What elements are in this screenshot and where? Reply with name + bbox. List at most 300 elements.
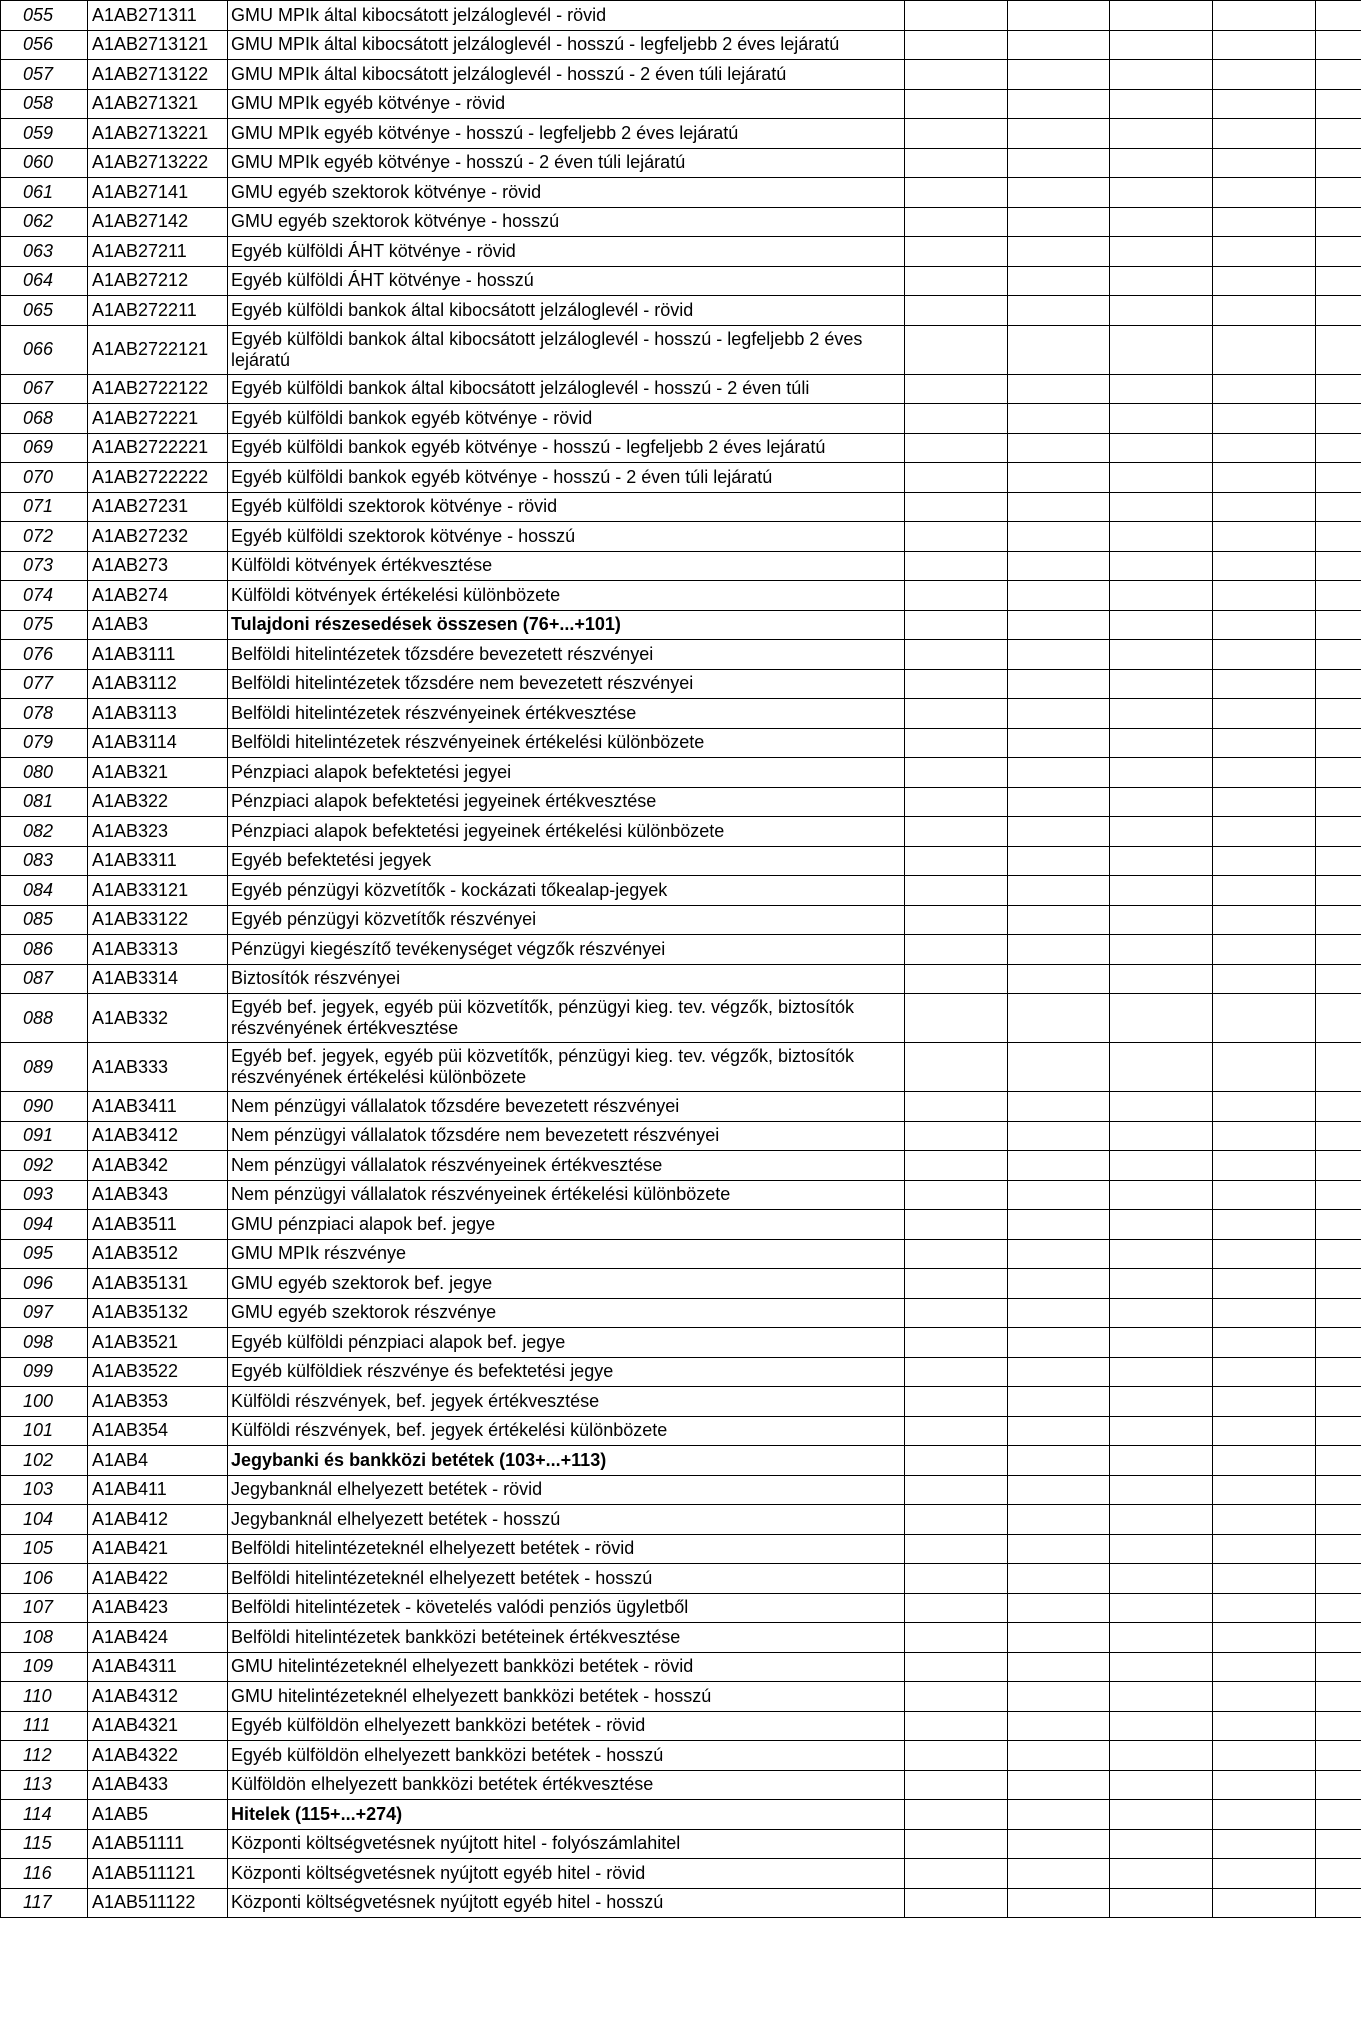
row-number-cell: 109 <box>1 1652 88 1682</box>
value-cell-5 <box>1316 522 1361 552</box>
value-cell-2 <box>1008 1387 1110 1417</box>
value-cell-5 <box>1316 30 1361 60</box>
value-cell-5 <box>1316 1239 1361 1269</box>
value-cell-2 <box>1008 1593 1110 1623</box>
value-cell-1 <box>905 1623 1008 1653</box>
row-code-cell: A1AB27142 <box>88 207 228 237</box>
row-description-cell: Biztosítók részvényei <box>228 964 905 994</box>
row-number-cell: 055 <box>1 1 88 31</box>
row-description-cell: Központi költségvetésnek nyújtott egyéb hitel - hosszú <box>228 1888 905 1918</box>
row-code-cell: A1AB322 <box>88 787 228 817</box>
value-cell-2 <box>1008 1888 1110 1918</box>
table-row <box>1 758 1361 788</box>
value-cell-1 <box>905 640 1008 670</box>
value-cell-1 <box>905 1505 1008 1535</box>
table-row <box>1 207 1361 237</box>
value-cell-4 <box>1213 1829 1316 1859</box>
value-cell-3 <box>1110 1446 1213 1476</box>
value-cell-1 <box>905 1593 1008 1623</box>
table-row <box>1 1711 1361 1741</box>
row-description-cell: Nem pénzügyi vállalatok részvényeinek értékvesztése <box>228 1151 905 1181</box>
row-number-cell: 059 <box>1 119 88 149</box>
value-cell-5 <box>1316 60 1361 90</box>
table-row <box>1 30 1361 60</box>
table-row <box>1 876 1361 906</box>
value-cell-1 <box>905 463 1008 493</box>
value-cell-5 <box>1316 1534 1361 1564</box>
table-row <box>1 1741 1361 1771</box>
value-cell-4 <box>1213 1741 1316 1771</box>
value-cell-5 <box>1316 787 1361 817</box>
row-number-cell: 058 <box>1 89 88 119</box>
table-row <box>1 994 1361 1043</box>
row-number-cell: 117 <box>1 1888 88 1918</box>
row-number-cell: 076 <box>1 640 88 670</box>
row-code-cell: A1AB3111 <box>88 640 228 670</box>
row-number-cell: 105 <box>1 1534 88 1564</box>
table-row <box>1 1298 1361 1328</box>
value-cell-3 <box>1110 1859 1213 1889</box>
value-cell-1 <box>905 699 1008 729</box>
value-cell-3 <box>1110 1210 1213 1240</box>
table-row <box>1 1043 1361 1092</box>
table-row <box>1 1092 1361 1122</box>
row-description-cell: Belföldi hitelintézeteknél elhelyezett betétek - hosszú <box>228 1564 905 1594</box>
value-cell-4 <box>1213 905 1316 935</box>
row-description-cell: Pénzpiaci alapok befektetési jegyeinek értékvesztése <box>228 787 905 817</box>
value-cell-3 <box>1110 1121 1213 1151</box>
value-cell-4 <box>1213 148 1316 178</box>
row-number-cell: 067 <box>1 374 88 404</box>
value-cell-3 <box>1110 89 1213 119</box>
row-description-cell: Központi költségvetésnek nyújtott hitel - folyószámlahitel <box>228 1829 905 1859</box>
row-description-cell: Egyéb külföldi bankok által kibocsátott jelzáloglevél - hosszú - 2 éven túli <box>228 374 905 404</box>
value-cell-5 <box>1316 207 1361 237</box>
row-code-cell: A1AB272211 <box>88 296 228 326</box>
row-code-cell: A1AB35131 <box>88 1269 228 1299</box>
value-cell-3 <box>1110 296 1213 326</box>
value-cell-3 <box>1110 1564 1213 1594</box>
row-number-cell: 062 <box>1 207 88 237</box>
value-cell-5 <box>1316 1623 1361 1653</box>
value-cell-1 <box>905 492 1008 522</box>
row-code-cell: A1AB3114 <box>88 728 228 758</box>
value-cell-4 <box>1213 1623 1316 1653</box>
row-code-cell: A1AB3311 <box>88 846 228 876</box>
value-cell-4 <box>1213 669 1316 699</box>
value-cell-5 <box>1316 1682 1361 1712</box>
value-cell-2 <box>1008 178 1110 208</box>
value-cell-4 <box>1213 433 1316 463</box>
table-row <box>1 1505 1361 1535</box>
value-cell-5 <box>1316 1475 1361 1505</box>
row-code-cell: A1AB433 <box>88 1770 228 1800</box>
row-number-cell: 093 <box>1 1180 88 1210</box>
value-cell-5 <box>1316 1357 1361 1387</box>
value-cell-3 <box>1110 522 1213 552</box>
row-number-cell: 106 <box>1 1564 88 1594</box>
row-description-cell: Nem pénzügyi vállalatok tőzsdére nem bevezetett részvényei <box>228 1121 905 1151</box>
value-cell-3 <box>1110 1505 1213 1535</box>
row-number-cell: 056 <box>1 30 88 60</box>
value-cell-3 <box>1110 60 1213 90</box>
value-cell-1 <box>905 1298 1008 1328</box>
value-cell-4 <box>1213 1888 1316 1918</box>
value-cell-3 <box>1110 1475 1213 1505</box>
row-code-cell: A1AB3412 <box>88 1121 228 1151</box>
row-code-cell: A1AB332 <box>88 994 228 1043</box>
value-cell-4 <box>1213 758 1316 788</box>
value-cell-5 <box>1316 119 1361 149</box>
value-cell-2 <box>1008 1210 1110 1240</box>
row-code-cell: A1AB411 <box>88 1475 228 1505</box>
row-code-cell: A1AB2713122 <box>88 60 228 90</box>
value-cell-4 <box>1213 266 1316 296</box>
table-row <box>1 1121 1361 1151</box>
table-row <box>1 296 1361 326</box>
table-row <box>1 1800 1361 1830</box>
value-cell-5 <box>1316 178 1361 208</box>
value-cell-5 <box>1316 669 1361 699</box>
table-row <box>1 1210 1361 1240</box>
table-row <box>1 1357 1361 1387</box>
row-code-cell: A1AB2722221 <box>88 433 228 463</box>
value-cell-5 <box>1316 935 1361 965</box>
value-cell-3 <box>1110 817 1213 847</box>
value-cell-2 <box>1008 207 1110 237</box>
value-cell-3 <box>1110 1829 1213 1859</box>
row-number-cell: 063 <box>1 237 88 267</box>
table-row <box>1 463 1361 493</box>
value-cell-2 <box>1008 876 1110 906</box>
value-cell-5 <box>1316 758 1361 788</box>
row-description-cell: GMU MPIk által kibocsátott jelzáloglevél - hosszú - legfeljebb 2 éves lejáratú <box>228 30 905 60</box>
table-row <box>1 1593 1361 1623</box>
value-cell-4 <box>1213 207 1316 237</box>
value-cell-3 <box>1110 1770 1213 1800</box>
table-row <box>1 1888 1361 1918</box>
value-cell-2 <box>1008 699 1110 729</box>
row-description-cell: GMU MPIk által kibocsátott jelzáloglevél - hosszú - 2 éven túli lejáratú <box>228 60 905 90</box>
row-description-cell: Belföldi hitelintézetek bankközi betéteinek értékvesztése <box>228 1623 905 1653</box>
value-cell-5 <box>1316 404 1361 434</box>
value-cell-2 <box>1008 404 1110 434</box>
value-cell-2 <box>1008 758 1110 788</box>
table-row <box>1 1328 1361 1358</box>
value-cell-3 <box>1110 374 1213 404</box>
value-cell-3 <box>1110 1151 1213 1181</box>
value-cell-2 <box>1008 1534 1110 1564</box>
value-cell-1 <box>905 1239 1008 1269</box>
value-cell-3 <box>1110 640 1213 670</box>
value-cell-2 <box>1008 1770 1110 1800</box>
table-row <box>1 60 1361 90</box>
value-cell-2 <box>1008 1298 1110 1328</box>
value-cell-2 <box>1008 1505 1110 1535</box>
value-cell-4 <box>1213 1859 1316 1889</box>
value-cell-2 <box>1008 1416 1110 1446</box>
value-cell-5 <box>1316 325 1361 374</box>
value-cell-5 <box>1316 876 1361 906</box>
row-number-cell: 098 <box>1 1328 88 1358</box>
value-cell-1 <box>905 325 1008 374</box>
value-cell-1 <box>905 207 1008 237</box>
value-cell-5 <box>1316 728 1361 758</box>
value-cell-1 <box>905 1387 1008 1417</box>
table-row <box>1 522 1361 552</box>
value-cell-2 <box>1008 728 1110 758</box>
table-row <box>1 1534 1361 1564</box>
value-cell-2 <box>1008 60 1110 90</box>
row-code-cell: A1AB274 <box>88 581 228 611</box>
table-row <box>1 964 1361 994</box>
row-code-cell: A1AB4322 <box>88 1741 228 1771</box>
value-cell-3 <box>1110 876 1213 906</box>
row-description-cell: Jegybanknál elhelyezett betétek - hosszú <box>228 1505 905 1535</box>
row-number-cell: 097 <box>1 1298 88 1328</box>
value-cell-3 <box>1110 266 1213 296</box>
value-cell-4 <box>1213 787 1316 817</box>
row-number-cell: 061 <box>1 178 88 208</box>
value-cell-4 <box>1213 994 1316 1043</box>
value-cell-5 <box>1316 1210 1361 1240</box>
row-description-cell: Nem pénzügyi vállalatok tőzsdére bevezetett részvényei <box>228 1092 905 1122</box>
table-row <box>1 119 1361 149</box>
value-cell-4 <box>1213 522 1316 552</box>
row-number-cell: 084 <box>1 876 88 906</box>
table-row <box>1 1387 1361 1417</box>
row-number-cell: 113 <box>1 1770 88 1800</box>
value-cell-4 <box>1213 492 1316 522</box>
row-code-cell: A1AB51111 <box>88 1829 228 1859</box>
value-cell-2 <box>1008 1623 1110 1653</box>
value-cell-1 <box>905 1151 1008 1181</box>
value-cell-5 <box>1316 433 1361 463</box>
value-cell-5 <box>1316 1151 1361 1181</box>
value-cell-4 <box>1213 374 1316 404</box>
row-number-cell: 103 <box>1 1475 88 1505</box>
table-row <box>1 1770 1361 1800</box>
value-cell-2 <box>1008 522 1110 552</box>
row-description-cell: Egyéb külföldi szektorok kötvénye - rövid <box>228 492 905 522</box>
table-row <box>1 404 1361 434</box>
value-cell-5 <box>1316 964 1361 994</box>
row-description-cell: Egyéb bef. jegyek, egyéb püi közvetítők, pénzügyi kieg. tev. végzők, biztosítók részvényének értékvesztése <box>228 994 905 1043</box>
row-description-cell: Egyéb külföldi bankok egyéb kötvénye - hosszú - 2 éven túli lejáratú <box>228 463 905 493</box>
value-cell-3 <box>1110 207 1213 237</box>
row-code-cell: A1AB3113 <box>88 699 228 729</box>
row-number-cell: 107 <box>1 1593 88 1623</box>
value-cell-1 <box>905 1210 1008 1240</box>
value-cell-1 <box>905 581 1008 611</box>
value-cell-2 <box>1008 640 1110 670</box>
table-row <box>1 1180 1361 1210</box>
value-cell-3 <box>1110 699 1213 729</box>
table-row <box>1 1564 1361 1594</box>
value-cell-1 <box>905 266 1008 296</box>
table-row <box>1 551 1361 581</box>
row-code-cell: A1AB271321 <box>88 89 228 119</box>
value-cell-1 <box>905 817 1008 847</box>
row-number-cell: 060 <box>1 148 88 178</box>
value-cell-4 <box>1213 1151 1316 1181</box>
value-cell-1 <box>905 1 1008 31</box>
value-cell-5 <box>1316 610 1361 640</box>
value-cell-3 <box>1110 846 1213 876</box>
value-cell-5 <box>1316 1180 1361 1210</box>
row-number-cell: 073 <box>1 551 88 581</box>
value-cell-3 <box>1110 758 1213 788</box>
row-description-cell: Jegybanknál elhelyezett betétek - rövid <box>228 1475 905 1505</box>
row-description-cell: GMU hitelintézeteknél elhelyezett bankközi betétek - hosszú <box>228 1682 905 1712</box>
value-cell-4 <box>1213 640 1316 670</box>
value-cell-3 <box>1110 728 1213 758</box>
row-code-cell: A1AB342 <box>88 1151 228 1181</box>
table-row <box>1 1151 1361 1181</box>
table-row <box>1 610 1361 640</box>
table-row <box>1 1446 1361 1476</box>
value-cell-2 <box>1008 817 1110 847</box>
value-cell-2 <box>1008 89 1110 119</box>
row-number-cell: 096 <box>1 1269 88 1299</box>
value-cell-4 <box>1213 1 1316 31</box>
value-cell-4 <box>1213 30 1316 60</box>
value-cell-3 <box>1110 1269 1213 1299</box>
value-cell-3 <box>1110 1043 1213 1092</box>
row-number-cell: 077 <box>1 669 88 699</box>
value-cell-5 <box>1316 1298 1361 1328</box>
row-number-cell: 085 <box>1 905 88 935</box>
row-description-cell: Egyéb külföldi bankok egyéb kötvénye - hosszú - legfeljebb 2 éves lejáratú <box>228 433 905 463</box>
value-cell-4 <box>1213 1357 1316 1387</box>
value-cell-3 <box>1110 119 1213 149</box>
value-cell-1 <box>905 1800 1008 1830</box>
value-cell-4 <box>1213 699 1316 729</box>
value-cell-1 <box>905 1859 1008 1889</box>
row-code-cell: A1AB3314 <box>88 964 228 994</box>
value-cell-5 <box>1316 1711 1361 1741</box>
row-number-cell: 078 <box>1 699 88 729</box>
value-cell-1 <box>905 1446 1008 1476</box>
table-row <box>1 1682 1361 1712</box>
value-cell-2 <box>1008 1475 1110 1505</box>
value-cell-5 <box>1316 1043 1361 1092</box>
row-number-cell: 082 <box>1 817 88 847</box>
value-cell-3 <box>1110 994 1213 1043</box>
value-cell-4 <box>1213 1210 1316 1240</box>
value-cell-4 <box>1213 404 1316 434</box>
value-cell-2 <box>1008 1180 1110 1210</box>
value-cell-3 <box>1110 325 1213 374</box>
row-code-cell: A1AB4321 <box>88 1711 228 1741</box>
row-description-cell: Pénzpiaci alapok befektetési jegyei <box>228 758 905 788</box>
value-cell-1 <box>905 178 1008 208</box>
row-code-cell: A1AB2713221 <box>88 119 228 149</box>
value-cell-1 <box>905 964 1008 994</box>
row-description-cell: Egyéb külföldi bankok egyéb kötvénye - rövid <box>228 404 905 434</box>
value-cell-5 <box>1316 89 1361 119</box>
row-code-cell: A1AB2713222 <box>88 148 228 178</box>
row-code-cell: A1AB3 <box>88 610 228 640</box>
table-row <box>1 178 1361 208</box>
value-cell-3 <box>1110 1711 1213 1741</box>
value-cell-1 <box>905 1092 1008 1122</box>
table-row <box>1 1829 1361 1859</box>
row-number-cell: 057 <box>1 60 88 90</box>
row-description-cell: Belföldi hitelintézetek - követelés valódi penziós ügyletből <box>228 1593 905 1623</box>
value-cell-1 <box>905 728 1008 758</box>
value-cell-4 <box>1213 1180 1316 1210</box>
value-cell-4 <box>1213 1269 1316 1299</box>
value-cell-2 <box>1008 1564 1110 1594</box>
value-cell-4 <box>1213 237 1316 267</box>
row-number-cell: 072 <box>1 522 88 552</box>
value-cell-5 <box>1316 1652 1361 1682</box>
value-cell-4 <box>1213 817 1316 847</box>
value-cell-3 <box>1110 1652 1213 1682</box>
value-cell-3 <box>1110 1888 1213 1918</box>
row-description-cell: Egyéb befektetési jegyek <box>228 846 905 876</box>
value-cell-2 <box>1008 463 1110 493</box>
table-row <box>1 699 1361 729</box>
table-row <box>1 787 1361 817</box>
value-cell-4 <box>1213 325 1316 374</box>
value-cell-1 <box>905 994 1008 1043</box>
value-cell-1 <box>905 1269 1008 1299</box>
value-cell-3 <box>1110 964 1213 994</box>
value-cell-1 <box>905 787 1008 817</box>
row-code-cell: A1AB323 <box>88 817 228 847</box>
value-cell-5 <box>1316 463 1361 493</box>
row-code-cell: A1AB27232 <box>88 522 228 552</box>
row-code-cell: A1AB424 <box>88 1623 228 1653</box>
value-cell-2 <box>1008 1328 1110 1358</box>
table-row <box>1 1416 1361 1446</box>
value-cell-1 <box>905 119 1008 149</box>
value-cell-2 <box>1008 296 1110 326</box>
value-cell-5 <box>1316 817 1361 847</box>
table-row <box>1 817 1361 847</box>
value-cell-2 <box>1008 119 1110 149</box>
row-description-cell: GMU MPIk egyéb kötvénye - hosszú - 2 éven túli lejáratú <box>228 148 905 178</box>
value-cell-2 <box>1008 1711 1110 1741</box>
value-cell-1 <box>905 1416 1008 1446</box>
table-row <box>1 325 1361 374</box>
value-cell-5 <box>1316 581 1361 611</box>
row-number-cell: 116 <box>1 1859 88 1889</box>
row-code-cell: A1AB3411 <box>88 1092 228 1122</box>
row-number-cell: 068 <box>1 404 88 434</box>
row-code-cell: A1AB511121 <box>88 1859 228 1889</box>
value-cell-4 <box>1213 1416 1316 1446</box>
row-code-cell: A1AB33121 <box>88 876 228 906</box>
value-cell-5 <box>1316 551 1361 581</box>
table-row <box>1 728 1361 758</box>
row-description-cell: GMU MPIk egyéb kötvénye - hosszú - legfeljebb 2 éves lejáratú <box>228 119 905 149</box>
row-code-cell: A1AB2722122 <box>88 374 228 404</box>
table-row <box>1 1 1361 31</box>
row-code-cell: A1AB321 <box>88 758 228 788</box>
value-cell-5 <box>1316 1328 1361 1358</box>
row-code-cell: A1AB423 <box>88 1593 228 1623</box>
row-number-cell: 087 <box>1 964 88 994</box>
value-cell-1 <box>905 846 1008 876</box>
value-cell-2 <box>1008 30 1110 60</box>
value-cell-4 <box>1213 1043 1316 1092</box>
row-number-cell: 066 <box>1 325 88 374</box>
value-cell-5 <box>1316 1505 1361 1535</box>
row-description-cell: Pénzügyi kiegészítő tevékenységet végzők részvényei <box>228 935 905 965</box>
